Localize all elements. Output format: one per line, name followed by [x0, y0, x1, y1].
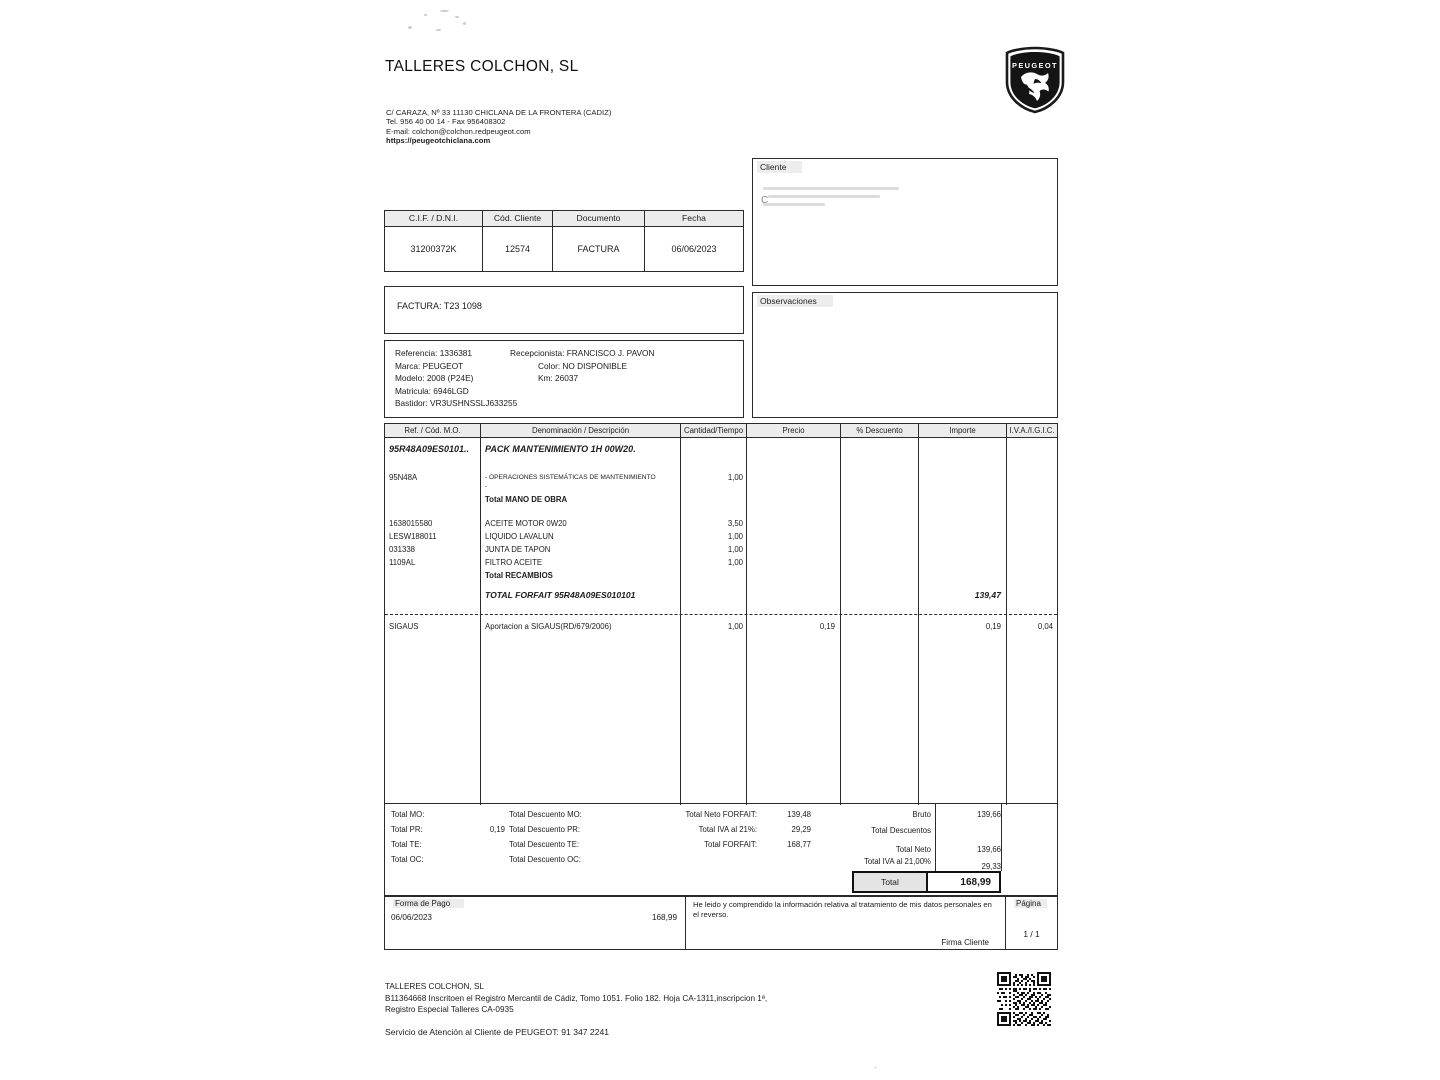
cell-qty: 1,00	[727, 532, 743, 541]
svg-text:PEUGEOT: PEUGEOT	[1012, 61, 1058, 70]
line-items-body	[385, 438, 1057, 805]
company-contact-block	[386, 108, 611, 146]
vehicle-modelo: Modelo: 2008 (P24E)	[395, 373, 474, 384]
scan-artifact	[463, 22, 466, 25]
vehicle-color: Color: NO DISPONIBLE	[538, 360, 627, 371]
col-header-desc: Denominación / Descripción	[481, 424, 681, 437]
scan-artifact	[424, 14, 427, 16]
company-address: C/ CARAZA, Nº 33 11130 CHICLANA DE LA FRONTERA (CADIZ)	[386, 108, 612, 117]
table-row	[385, 620, 1057, 633]
total-mo-label: Total MO:	[391, 810, 425, 819]
scan-artifact	[455, 16, 459, 18]
total-pr-label: Total PR:	[391, 825, 423, 834]
total-forfait-value: 168,77	[787, 840, 811, 849]
total-forfait-label: Total FORFAIT:	[704, 840, 757, 849]
cell-desc: -	[485, 483, 488, 490]
header-cif: C.I.F. / D.N.I.	[385, 211, 483, 226]
cell-desc: - OPERACIONES SISTEMÁTICAS DE MANTENIMIENTO	[485, 474, 656, 481]
vehicle-left-column	[395, 347, 517, 410]
legal-notice-text: He leido y comprendido la información relativa al tratamiento de mis datos personales en el reverso.	[693, 900, 992, 919]
value-cod-cliente: 12574	[483, 227, 553, 271]
vehicle-km: Km: 26037	[538, 373, 579, 384]
vehicle-right-column	[510, 347, 654, 385]
page-number-cell	[1006, 897, 1057, 949]
header-documento: Documento	[553, 211, 645, 226]
table-row	[385, 556, 1057, 569]
factura-reference: FACTURA: T23 1098	[397, 301, 482, 311]
payment-date: 06/06/2023	[391, 913, 432, 922]
cell-desc: TOTAL FORFAIT 95R48A09ES010101	[485, 590, 636, 600]
total-pr-value: 0,19	[489, 825, 505, 834]
vehicle-recepcionista: Recepcionista: FRANCISCO J. PAVON	[510, 348, 655, 358]
cell-desc: Aportacion a SIGAUS(RD/679/2006)	[485, 622, 612, 631]
legal-notice-cell	[686, 897, 1006, 949]
qr-code-icon	[997, 972, 1051, 1026]
table-row	[385, 517, 1057, 530]
total-descuentos-label: Total Descuentos	[871, 826, 931, 835]
table-row	[385, 589, 1057, 602]
cell-qty: 1,00	[727, 558, 743, 567]
company-email: E-mail: colchon@colchon.redpeugeot.com	[386, 126, 531, 136]
table-row	[385, 530, 1057, 543]
footer-company-name: TALLERES COLCHON, SL	[385, 982, 485, 991]
total-iva-21-value: 29,29	[791, 825, 811, 834]
total-descuento-oc-label: Total Descuento OC:	[509, 855, 581, 864]
cell-desc: LIQUIDO LAVALUN	[485, 532, 554, 541]
total-iva-value: 29,33	[981, 862, 1001, 871]
signature-label: Firma Cliente	[941, 938, 989, 947]
col-header-amount: Importe	[919, 424, 1007, 437]
cell-price: 0,19	[819, 622, 835, 631]
vehicle-referencia: Referencia: 1336381	[395, 348, 473, 358]
grand-total-box	[852, 871, 1001, 893]
total-te-label: Total TE:	[391, 840, 422, 849]
cell-desc: FILTRO ACEITE	[485, 558, 543, 567]
client-box	[752, 158, 1058, 286]
value-fecha: 06/06/2023	[671, 243, 717, 254]
total-iva-21-label: Total IVA al 21%:	[698, 825, 757, 834]
total-neto-value: 139,66	[977, 845, 1001, 854]
total-oc-label: Total OC:	[391, 855, 424, 864]
footer-customer-service: Servicio de Atención al Cliente de PEUGEOT: 91 347 2241	[385, 1027, 610, 1037]
vehicle-details-box	[384, 340, 744, 418]
cell-amount: 0,19	[985, 622, 1001, 631]
payment-amount: 168,99	[651, 913, 677, 922]
footer-registry-line2: Registro Especial Talleres CA-0935	[385, 1005, 514, 1014]
page-label: Página	[1014, 899, 1047, 908]
bruto-value: 139,66	[977, 810, 1001, 819]
cell-qty: 1,00	[727, 622, 743, 631]
table-row	[385, 443, 1057, 456]
line-items-table	[384, 423, 1058, 804]
payment-method-label: Forma de Pago	[393, 899, 464, 908]
vehicle-marca: Marca: PEUGEOT	[395, 360, 464, 371]
peugeot-logo-icon	[1004, 46, 1066, 114]
header-cod-cliente: Cód. Cliente	[483, 211, 553, 226]
total-neto-forfait-value: 139,48	[787, 810, 811, 819]
value-cif: 31200372K	[385, 227, 483, 271]
totals-section	[384, 804, 1058, 896]
row-separator	[385, 614, 1057, 615]
total-neto-label: Total Neto	[895, 845, 931, 854]
line-items-header-row	[385, 424, 1057, 438]
vehicle-matricula: Matricula: 6946LGD	[395, 385, 469, 396]
cell-qty: 1,00	[727, 473, 743, 482]
col-header-iva: I.V.A./I.G.I.C.	[1009, 426, 1055, 435]
total-descuento-pr-label: Total Descuento PR:	[509, 825, 581, 834]
document-info-header-row	[385, 211, 743, 227]
total-descuento-mo-label: Total Descuento MO:	[509, 810, 582, 819]
document-info-value-row	[385, 227, 743, 271]
footer-registry-line: B11364668 Inscritoen el Registro Mercantil de Cádiz, Tomo 1051. Folio 182. Hoja CA-1311,inscripcion 1ª,	[385, 993, 768, 1003]
page-value: 1 / 1	[1023, 929, 1040, 939]
col-header-qty: Cantidad/Tiempo	[681, 424, 747, 437]
company-phone: Tel. 956 40 00 14 - Fax 956408302	[386, 117, 506, 127]
cell-desc: PACK MANTENIMIENTO 1H 00W20.	[485, 444, 636, 454]
cell-ref: 1638015580	[389, 519, 433, 528]
page-bottom-artifact: .	[874, 1060, 877, 1070]
value-documento: FACTURA	[553, 227, 645, 271]
totals-divider	[1001, 804, 1002, 871]
total-neto-forfait-label: Total Neto FORFAIT:	[685, 810, 757, 819]
payment-signature-strip	[384, 896, 1058, 950]
cell-desc: JUNTA DE TAPON	[485, 545, 551, 554]
observations-box	[752, 292, 1058, 418]
table-row	[385, 480, 1057, 493]
table-row	[385, 569, 1057, 582]
cell-qty: 3,50	[727, 519, 743, 528]
client-partial-glyph: C	[761, 195, 769, 206]
col-header-price: Precio	[747, 424, 841, 437]
client-box-label: Cliente	[757, 161, 802, 173]
company-website: https://peugeotchiclana.com	[386, 136, 491, 146]
table-row	[385, 543, 1057, 556]
footer-legal-block	[385, 981, 767, 1016]
bruto-label: Bruto	[912, 810, 931, 819]
grand-total-label: Total	[854, 873, 928, 891]
redacted-line	[768, 195, 880, 198]
client-redacted-content	[763, 187, 899, 211]
cell-desc: ACEITE MOTOR 0W20	[485, 519, 567, 528]
cell-ref: SIGAUS	[389, 622, 419, 631]
total-iva-label: Total IVA al 21,00%	[863, 857, 931, 866]
cell-ref: 95R48A09ES0101..	[389, 444, 470, 454]
cell-ref: 95N48A	[389, 473, 418, 482]
scan-artifact	[436, 29, 441, 31]
cell-desc: Total RECAMBIOS	[485, 571, 553, 580]
payment-method-cell	[385, 897, 686, 949]
cell-qty: 1,00	[727, 545, 743, 554]
document-info-table	[384, 210, 744, 272]
totals-divider	[935, 804, 936, 871]
redacted-line	[763, 203, 825, 206]
factura-reference-box	[384, 286, 744, 334]
redacted-line	[763, 187, 899, 190]
cell-amount: 139,47	[974, 590, 1001, 600]
cell-ref: 1109AL	[389, 558, 416, 567]
cell-ref: 031338	[389, 545, 416, 554]
cell-ref: LESW188011	[389, 532, 437, 541]
total-descuento-te-label: Total Descuento TE:	[509, 840, 580, 849]
scan-artifact	[408, 26, 412, 29]
col-header-ref: Ref. / Cód. M.O.	[385, 424, 481, 437]
cell-iva: 0,04	[1037, 622, 1053, 631]
scan-artifact	[440, 10, 449, 12]
table-row	[385, 493, 1057, 506]
vehicle-bastidor: Bastidor: VR3USHNSSLJ633255	[395, 398, 518, 409]
observations-box-label: Observaciones	[757, 295, 833, 307]
header-fecha: Fecha	[682, 213, 706, 224]
col-header-discount: % Descuento	[841, 424, 919, 437]
cell-desc: Total MANO DE OBRA	[485, 495, 568, 504]
grand-total-value: 168,99	[960, 876, 991, 888]
company-name: TALLERES COLCHON, SL	[385, 58, 579, 75]
